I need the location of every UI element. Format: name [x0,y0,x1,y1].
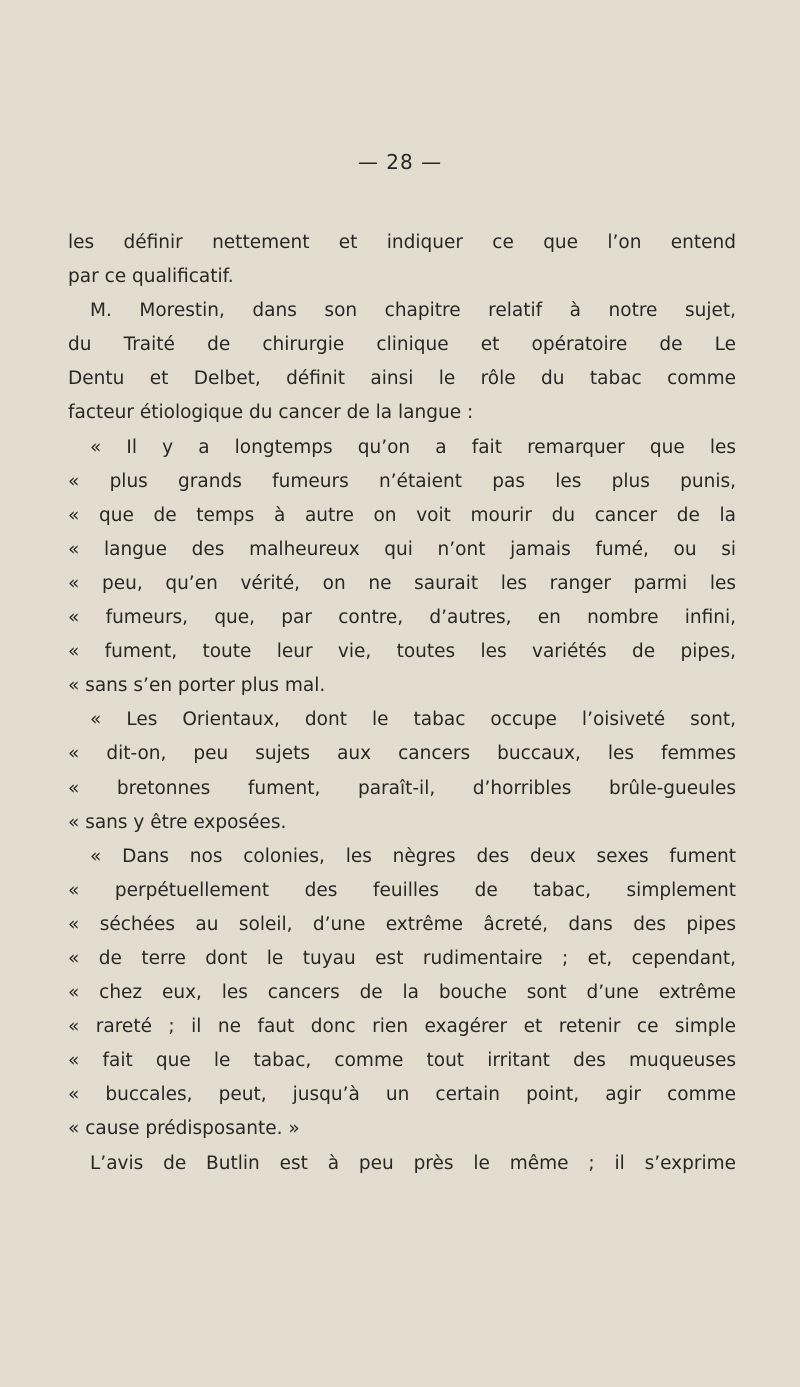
text-line: « que de temps à autre on voit mourir du cancer de la [68,504,736,526]
text-line: « fument, toute leur vie, toutes les variétés de pipes, [68,641,736,663]
text-line: « Dans nos colonies, les nègres des deux sexes fument [90,845,736,867]
text-line: Dentu et Delbet, définit ainsi le rôle du tabac comme [68,368,736,390]
text-line: « bretonnes fument, paraît-il, d’horribles brûle-gueules [68,777,736,799]
text-line: « Les Orientaux, dont le tabac occupe l’oisiveté sont, [90,709,736,731]
text-line: « cause prédisposante. » [68,1118,300,1140]
text-line: facteur étiologique du cancer de la langue : [68,402,474,424]
text-line: « sans y être exposées. [68,811,287,833]
text-line: L’avis de Butlin est à peu près le même ; il s’exprime [90,1152,736,1174]
text-line: les définir nettement et indiquer ce que l’on entend [68,232,736,253]
text-line: du Traité de chirurgie clinique et opératoire de Le [68,334,736,356]
page-number: — 28 — [357,150,443,174]
text-line: « fumeurs, que, par contre, d’autres, en nombre infini, [68,607,736,629]
text-line: « langue des malheureux qui n’ont jamais fumé, ou si [68,538,736,560]
text-line: « dit-on, peu sujets aux cancers buccaux, les femmes [68,743,736,765]
text-line: « rareté ; il ne faut donc rien exagérer et retenir ce simple [68,1016,736,1038]
text-line: « peu, qu’en vérité, on ne saurait les ranger parmi les [68,572,736,594]
text-line: « Il y a longtemps qu’on a fait remarquer que les [90,436,736,458]
text-line: « séchées au soleil, d’une extrême âcreté, dans des pipes [68,913,736,935]
page-body-text [68,226,736,1181]
text-line: « sans s’en porter plus mal. [68,675,326,697]
text-line: « buccales, peut, jusqu’à un certain point, agir comme [68,1084,736,1106]
text-line: « de terre dont le tuyau est rudimentaire ; et, cependant, [68,947,736,969]
text-line: M. Morestin, dans son chapitre relatif à notre sujet, [90,300,736,322]
text-line: « plus grands fumeurs n’étaient pas les plus punis, [68,470,736,492]
text-line: « chez eux, les cancers de la bouche sont d’une extrême [68,982,736,1004]
text-line: « fait que le tabac, comme tout irritant des muqueuses [68,1050,736,1072]
text-line: par ce qualificatif. [68,266,234,288]
text-line: « perpétuellement des feuilles de tabac, simplement [68,879,736,901]
